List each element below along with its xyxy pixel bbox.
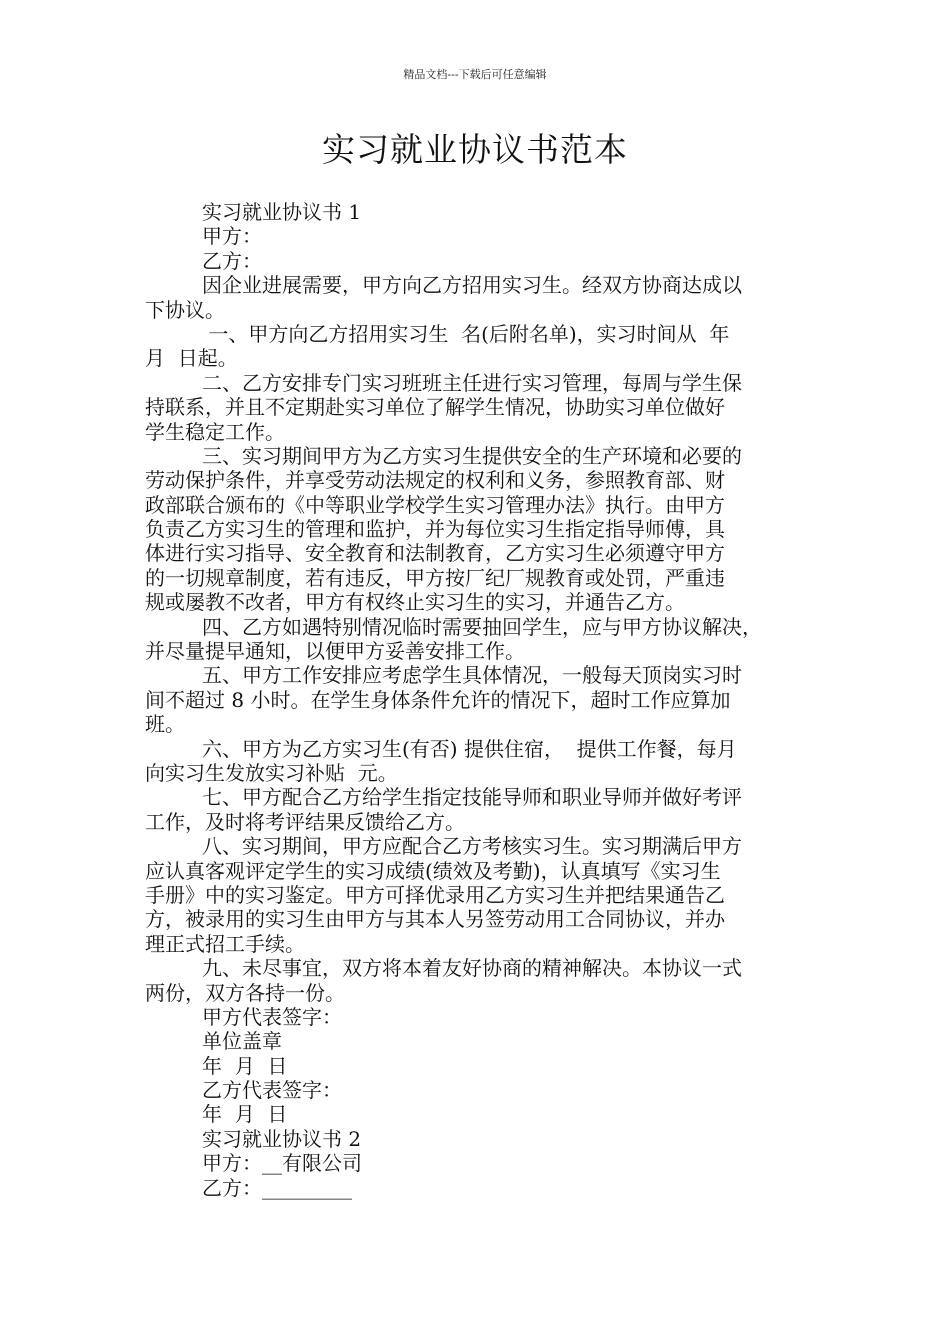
text-line: 七、甲方配合乙方给学生指定技能导师和职业导师并做好考评 (202, 785, 742, 810)
text-line: 理正式招工手续。 (145, 931, 305, 956)
text-line: 九、未尽事宜，双方将本着友好协商的精神解决。本协议一式 (202, 956, 742, 981)
text-line: 甲方：__有限公司 (202, 1151, 362, 1176)
text-line: 乙方： (202, 248, 262, 273)
text-line: 的一切规章制度，若有违反，甲方按厂纪厂规教育或处罚，严重违 (145, 565, 725, 590)
text-line: 四、乙方如遇特别情况临时需要抽回学生，应与甲方协议解决， (202, 614, 762, 639)
text-line: 下协议。 (145, 297, 225, 322)
text-line: 月 日起。 (145, 346, 238, 371)
text-line: 乙方代表签字： (202, 1078, 342, 1103)
text-line: 持联系，并且不定期赴实习单位了解学生情况，协助实习单位做好 (145, 395, 725, 420)
text-line: 年 月 日 (202, 1053, 288, 1078)
text-line: 六、甲方为乙方实习生(有否) 提供住宿， 提供工作餐，每月 (202, 736, 737, 761)
text-line: 学生稳定工作。 (145, 419, 285, 444)
text-line: 政部联合颁布的《中等职业学校学生实习管理办法》执行。由甲方 (145, 492, 725, 517)
text-line: 单位盖章 (202, 1029, 282, 1054)
text-line: 负责乙方实习生的管理和监护，并为每位实习生指定指导师傅，具 (145, 517, 725, 542)
text-line: 二、乙方安排专门实习班班主任进行实习管理，每周与学生保 (202, 370, 742, 395)
text-line: 一、甲方向乙方招用实习生 名(后附名单)，实习时间从 年 (202, 321, 730, 346)
text-line: 甲方： (202, 224, 262, 249)
text-line: 实习就业协议书 1 (202, 200, 362, 224)
text-line: 两份，双方各持一份。 (145, 980, 345, 1005)
text-line: 方，被录用的实习生由甲方与其本人另签劳动用工合同协议，并办 (145, 907, 725, 932)
text-line: 甲方代表签字： (202, 1004, 342, 1029)
text-line: 向实习生发放实习补贴 元。 (145, 760, 398, 785)
text-line: 乙方：_________ (202, 1175, 352, 1200)
text-line: 手册》中的实习鉴定。甲方可择优录用乙方实习生并把结果通告乙 (145, 882, 725, 907)
text-line: 八、实习期间，甲方应配合乙方考核实习生。实习期满后甲方 (202, 834, 742, 859)
page-header: 精品文档---下载后可任意编辑 (403, 68, 547, 81)
text-line: 五、甲方工作安排应考虑学生具体情况，一般每天顶岗实习时 (202, 663, 742, 688)
text-line: 并尽量提早通知，以便甲方妥善安排工作。 (145, 639, 525, 664)
text-line: 实习就业协议书 2 (202, 1126, 362, 1151)
text-line: 劳动保护条件，并享受劳动法规定的权利和义务，参照教育部、财 (145, 468, 725, 493)
text-line: 工作，及时将考评结果反馈给乙方。 (145, 809, 465, 834)
text-line: 体进行实习指导、安全教育和法制教育，乙方实习生必须遵守甲方 (145, 541, 725, 566)
text-line: 规或屡教不改者，甲方有权终止实习生的实习，并通告乙方。 (145, 590, 685, 615)
text-line: 应认真客观评定学生的实习成绩(绩效及考勤)，认真填写《实习生 (145, 858, 721, 883)
text-line: 三、实习期间甲方为乙方实习生提供安全的生产环境和必要的 (202, 443, 742, 468)
text-line: 班。 (145, 712, 185, 737)
text-line: 间不超过 8 小时。在学生身体条件允许的情况下，超时工作应算加 (145, 687, 731, 712)
document-body (145, 200, 815, 1200)
text-line: 年 月 日 (202, 1102, 288, 1127)
document-title: 实习就业协议书范本 (322, 130, 628, 169)
text-line: 因企业进展需要，甲方向乙方招用实习生。经双方协商达成以 (202, 273, 742, 298)
